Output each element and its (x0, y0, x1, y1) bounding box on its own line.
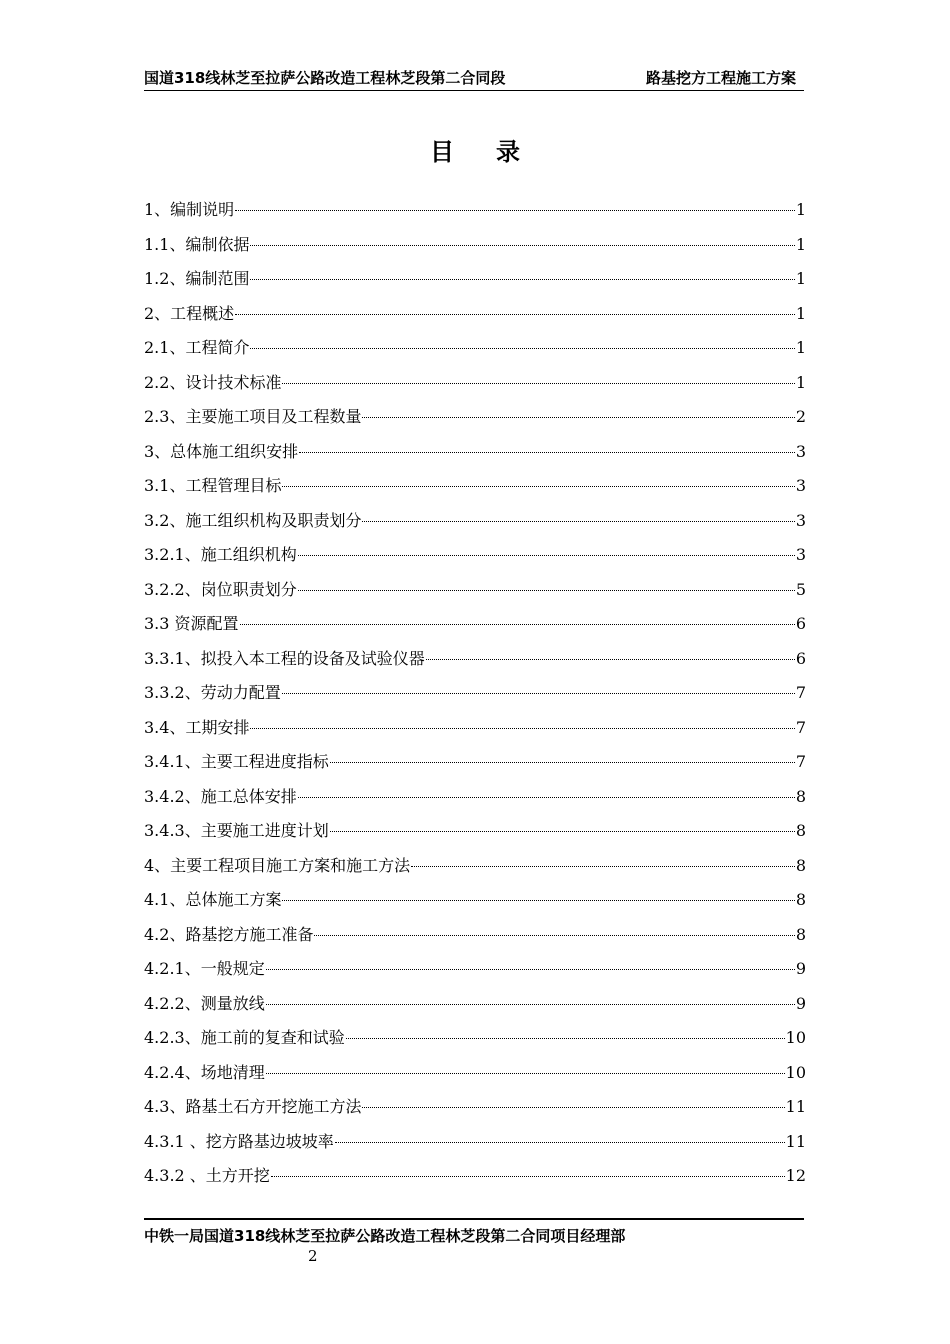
toc-dot-leader (282, 486, 794, 487)
toc-entry-label: 3.2、施工组织机构及职责划分 (144, 510, 362, 530)
toc-dot-leader (314, 935, 794, 936)
toc-entry-label: 2.3、主要施工项目及工程数量 (144, 407, 362, 426)
toc-dot-leader (426, 659, 795, 660)
toc-entry-page: 3 (795, 441, 806, 461)
toc-entry-page: 5 (795, 579, 806, 599)
toc-entry-label: 4.2、路基挖方施工准备 (144, 924, 314, 944)
toc-entry[interactable] (144, 1023, 806, 1058)
toc-dot-leader (362, 1107, 784, 1108)
toc-entry-label: 3、总体施工组织安排 (144, 441, 299, 461)
toc-entry-page: 1 (795, 269, 806, 288)
toc-dot-leader (346, 1038, 785, 1039)
toc-entry[interactable] (144, 678, 806, 713)
toc-dot-leader (298, 555, 795, 556)
toc-entry[interactable] (144, 299, 806, 334)
toc-entry[interactable] (144, 230, 806, 265)
toc-entry-label: 3.4.2、施工总体安排 (144, 786, 297, 806)
toc-entry-page: 11 (785, 1131, 806, 1151)
footer-organization: 中铁一局国道318线林芝至拉萨公路改造工程林芝段第二合同项目经理部 (144, 1227, 626, 1245)
toc-entry[interactable] (144, 437, 806, 472)
toc-entry-label: 4.1、总体施工方案 (144, 890, 282, 909)
toc-dot-leader (299, 452, 795, 453)
toc-entry[interactable] (144, 713, 806, 748)
header-project-name: 国道318线林芝至拉萨公路改造工程林芝段第二合同段 (144, 69, 506, 87)
toc-entry[interactable] (144, 195, 806, 230)
toc-entry-label: 3.4.1、主要工程进度指标 (144, 752, 329, 771)
toc-entry-label: 4、主要工程项目施工方案和施工方法 (144, 855, 411, 875)
toc-entry[interactable] (144, 540, 806, 575)
toc-entry-page: 1 (795, 234, 806, 254)
toc-dot-leader (250, 728, 794, 729)
toc-entry-label: 3.4、工期安排 (144, 717, 250, 737)
toc-entry-label: 4.2.2、测量放线 (144, 993, 265, 1013)
toc-entry-page: 3 (795, 476, 806, 495)
toc-dot-leader (235, 210, 795, 211)
toc-dot-leader (266, 1004, 795, 1005)
toc-entry[interactable] (144, 1127, 806, 1162)
toc-entry[interactable] (144, 575, 806, 610)
toc-dot-leader (250, 348, 794, 349)
toc-entry-label: 2、工程概述 (144, 303, 235, 323)
toc-dot-leader (335, 1142, 785, 1143)
toc-entry[interactable] (144, 368, 806, 403)
toc-entry-label: 1.2、编制范围 (144, 269, 250, 288)
toc-dot-leader (240, 624, 795, 625)
toc-entry-label: 4.2.1、一般规定 (144, 959, 265, 978)
toc-entry-label: 3.3 资源配置 (144, 614, 239, 633)
toc-dot-leader (235, 314, 795, 315)
toc-entry-page: 7 (795, 683, 806, 702)
toc-entry-page: 3 (795, 510, 806, 530)
toc-entry[interactable] (144, 644, 806, 679)
toc-entry[interactable] (144, 506, 806, 541)
toc-entry-page: 6 (795, 648, 806, 668)
toc-entry-page: 1 (795, 372, 806, 392)
toc-dot-leader (411, 866, 795, 867)
toc-entry-page: 10 (785, 1028, 806, 1047)
toc-entry-page: 6 (795, 614, 806, 633)
toc-entry-label: 2.1、工程简介 (144, 338, 250, 357)
toc-entry-page: 9 (795, 993, 806, 1013)
toc-entry-label: 4.2.3、施工前的复查和试验 (144, 1028, 345, 1047)
toc-entry-page: 8 (795, 786, 806, 806)
toc-dot-leader (266, 969, 795, 970)
toc-entry[interactable] (144, 816, 806, 851)
toc-entry-page: 8 (795, 890, 806, 909)
toc-entry[interactable] (144, 471, 806, 506)
page-number: 2 (308, 1247, 318, 1265)
toc-entry-label: 4.3、路基土石方开挖施工方法 (144, 1097, 362, 1116)
toc-entry-page: 1 (795, 200, 806, 219)
toc-entry-label: 3.2.1、施工组织机构 (144, 545, 297, 564)
toc-entry-page: 8 (795, 821, 806, 840)
toc-entry-page: 1 (795, 338, 806, 357)
toc-entry-label: 3.3.1、拟投入本工程的设备及试验仪器 (144, 648, 425, 668)
toc-entry-page: 2 (795, 407, 806, 426)
toc-entry[interactable] (144, 920, 806, 955)
toc-dot-leader (298, 590, 795, 591)
toc-dot-leader (282, 693, 795, 694)
toc-dot-leader (282, 383, 794, 384)
toc-entry[interactable] (144, 989, 806, 1024)
toc-entry-page: 7 (795, 717, 806, 737)
toc-dot-leader (250, 245, 794, 246)
toc-entry-label: 3.2.2、岗位职责划分 (144, 579, 297, 599)
toc-entry[interactable] (144, 1058, 806, 1093)
page-header (144, 68, 804, 91)
footer-divider (144, 1218, 804, 1220)
toc-entry-page: 10 (785, 1062, 806, 1082)
toc-entry[interactable] (144, 851, 806, 886)
toc-entry[interactable] (144, 402, 806, 437)
toc-entry-label: 1.1、编制依据 (144, 234, 250, 254)
toc-entry[interactable] (144, 264, 806, 299)
toc-entry-label: 2.2、设计技术标准 (144, 372, 282, 392)
toc-entry-page: 11 (785, 1097, 806, 1116)
toc-entry[interactable] (144, 1161, 806, 1196)
toc-dot-leader (250, 279, 794, 280)
toc-dot-leader (362, 417, 794, 418)
toc-entry[interactable] (144, 1092, 806, 1127)
toc-entry-label: 4.3.2 、土方开挖 (144, 1166, 270, 1185)
toc-entry-label: 1、编制说明 (144, 200, 235, 219)
toc-entry-label: 3.4.3、主要施工进度计划 (144, 821, 329, 840)
toc-entry-label: 4.2.4、场地清理 (144, 1062, 265, 1082)
toc-entry-page: 9 (795, 959, 806, 978)
toc-entry[interactable] (144, 885, 806, 920)
toc-entry-page: 12 (785, 1166, 806, 1185)
toc-entry[interactable] (144, 333, 806, 368)
toc-entry-label: 4.3.1 、挖方路基边坡坡率 (144, 1131, 334, 1151)
toc-dot-leader (298, 797, 795, 798)
toc-dot-leader (330, 762, 795, 763)
toc-entry-page: 8 (795, 855, 806, 875)
toc-entry-page: 3 (795, 545, 806, 564)
toc-entry-label: 3.3.2、劳动力配置 (144, 683, 281, 702)
toc-dot-leader (266, 1073, 785, 1074)
toc-entry[interactable] (144, 747, 806, 782)
toc-entry-page: 8 (795, 924, 806, 944)
toc-dot-leader (362, 521, 794, 522)
toc-dot-leader (330, 831, 795, 832)
toc-entry-label: 3.1、工程管理目标 (144, 476, 282, 495)
header-document-name: 路基挖方工程施工方案 (645, 69, 796, 87)
toc-entry[interactable] (144, 609, 806, 644)
toc-entry-page: 7 (795, 752, 806, 771)
toc-entry[interactable] (144, 954, 806, 989)
toc-entry[interactable] (144, 782, 806, 817)
toc-dot-leader (271, 1176, 785, 1177)
toc-dot-leader (282, 900, 794, 901)
toc-entry-page: 1 (795, 303, 806, 323)
toc-title: 目录 (430, 138, 562, 166)
table-of-contents (144, 195, 806, 1196)
